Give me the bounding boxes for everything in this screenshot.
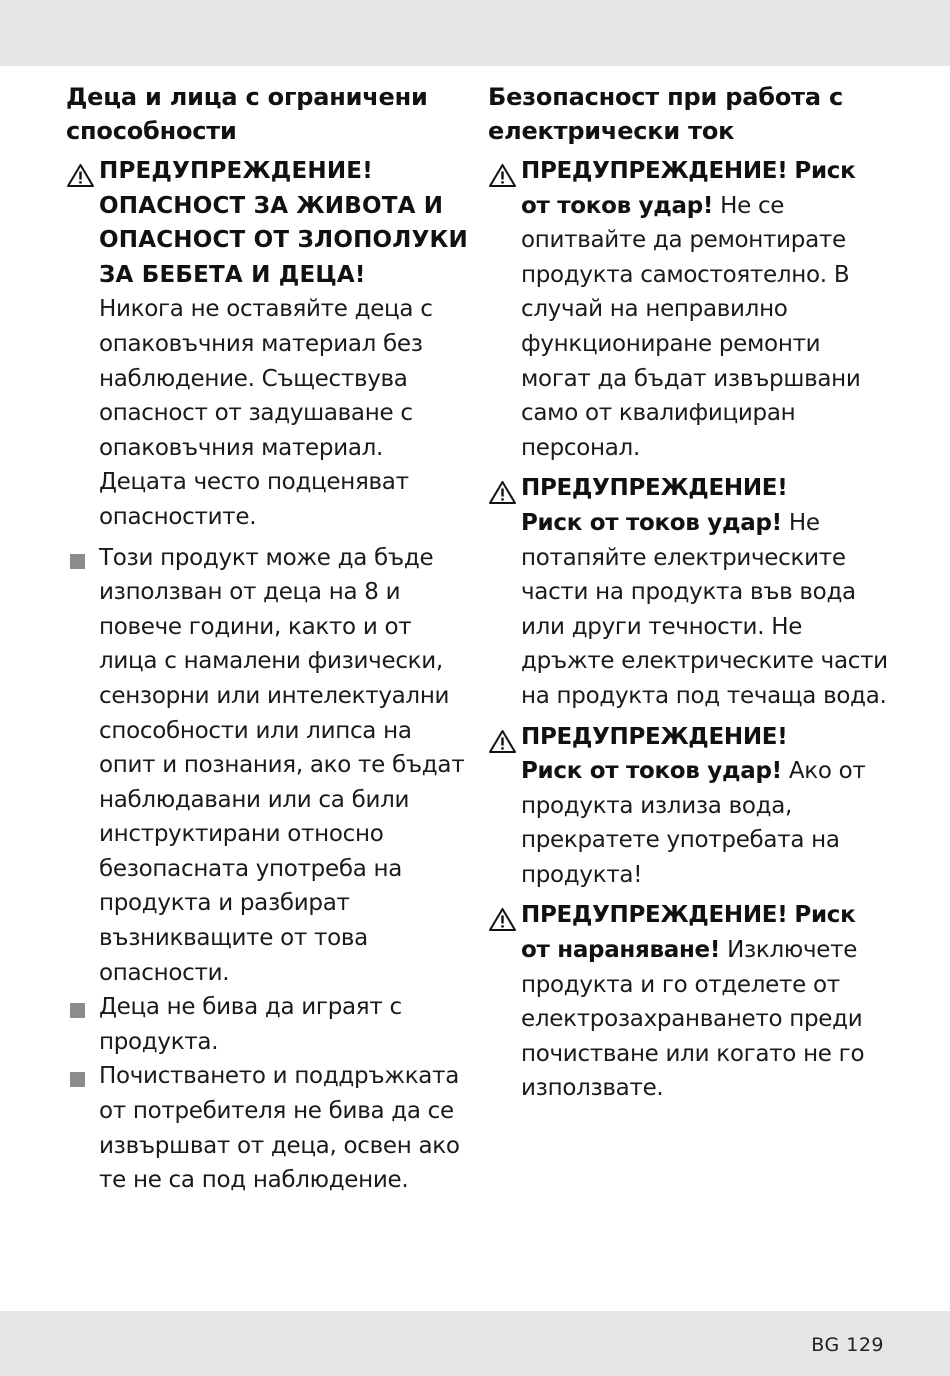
top-band [0,0,950,66]
square-bullet-icon [70,1072,85,1087]
warning-text: Ако от продукта излиза вода, прекратете употребата на продукта! [521,758,866,888]
section-heading-children: Деца и лица с ограничени способности [66,83,428,145]
bottom-band [0,1311,950,1376]
list-item [66,990,468,1059]
warning-triangle-icon [488,480,517,505]
warning-triangle-icon [66,163,95,188]
warning-title: ПРЕДУПРЕЖДЕНИЕ! [521,902,788,929]
right-column [488,80,890,1112]
square-bullet-icon [70,1003,85,1018]
warning-risk: Риск от токов удар! [521,758,782,785]
warning-text: Изключете продукта и го отделете от електрозахранването преди почистване или когато не го използвате. [521,937,865,1102]
warning-block-electric-2 [488,471,890,713]
list-item [66,1059,468,1197]
warning-risk: Риск от токов удар! [521,509,782,536]
warning-triangle-icon [488,907,517,932]
section-heading-electric: Безопасност при работа с електрически ток [488,83,844,145]
page-number: BG 129 [811,1334,884,1356]
warning-text: Не потапяйте електрическите части на продукта във вода или други течности. Не дръжте електрическите части на продукта под течаща вода. [521,509,888,709]
list-item [66,541,468,991]
warning-title: ПРЕДУПРЕЖДЕНИЕ! [521,158,788,184]
list-item-text: Този продукт може да бъде използван от деца на 8 и повече години, както и от лица с намалени физически, сензорни или интелектуални способности или липса на опит и познания, ако те бъдат наблюдавани или са били инструктирани относно безопасната употреба на продукта и разбират възникващите от това опасности. [99,544,465,986]
warning-text: Никога не оставяйте деца с опаковъчния материал без наблюдение. Съществува опасност от задушаване с опаковъчния материал. Децата често подценяват опасностите. [99,296,433,530]
left-column [66,80,468,1198]
warning-text: Не се опитвайте да ремонтирате продукта самостоятелно. В случай на неправилно функциониране ремонти могат да бъдат извършвани само от квалифициран персонал. [521,192,861,461]
warning-triangle-icon [488,163,517,188]
square-bullet-icon [70,554,85,569]
warning-risk: Риск от нараняване! [521,902,856,964]
warning-block-children [66,154,468,535]
list-item-text: Почистването и поддръжката от потребителя не бива да се извършват от деца, освен ако те не са под наблюдение. [99,1063,460,1194]
warning-triangle-icon [488,729,517,754]
warning-title: ПРЕДУПРЕЖДЕНИЕ! [521,723,788,750]
warning-title: ПРЕДУПРЕЖДЕНИЕ! [521,475,788,502]
list-item-text: Деца не бива да играят с продукта. [99,994,402,1055]
warning-block-injury [488,898,890,1106]
warning-risk: Риск от токов удар! [521,158,856,219]
warning-title: ПРЕДУПРЕЖДЕНИЕ! ОПАСНОСТ ЗА ЖИВОТА И ОПАСНОСТ ОТ ЗЛОПОЛУКИ ЗА БЕБЕТА И ДЕЦА! [99,158,468,288]
warning-block-electric-1 [488,154,890,465]
warning-block-electric-3 [488,720,890,893]
